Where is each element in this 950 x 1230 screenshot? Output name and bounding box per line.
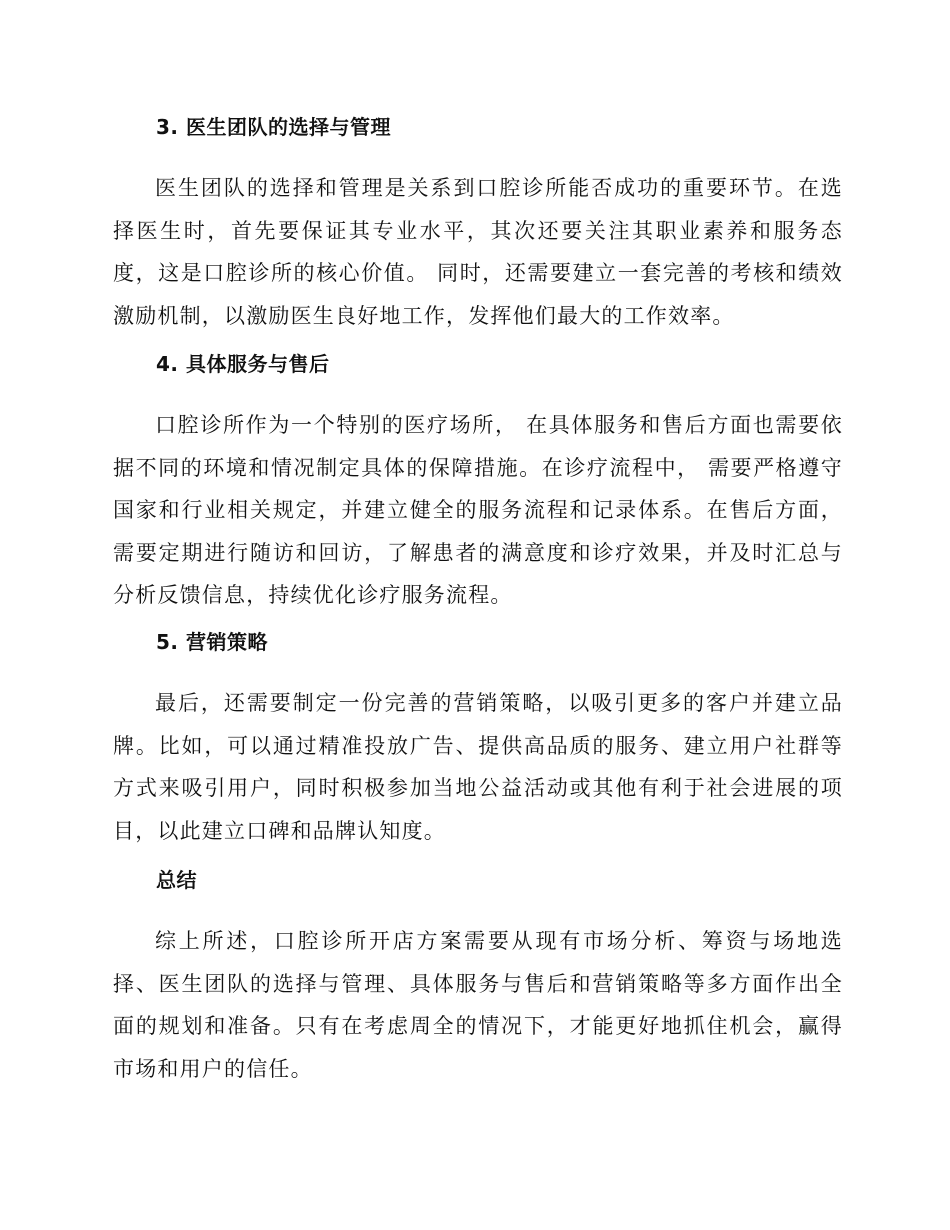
section-doctor-team: [113, 113, 843, 337]
section-paragraph: 医生团队的选择和管理是关系到口腔诊所能否成功的重要环节。在选择医生时，首先要保证其专业水平，其次还要关注其职业素养和服务态度，这是口腔诊所的核心价值。 同时，还需要建立一套完善的考核和绩效激励机制，以激励医生良好地工作，发挥他们最大的工作效率。: [113, 176, 843, 328]
section-heading: 3. 医生团队的选择与管理: [156, 115, 391, 139]
section-marketing: [113, 628, 843, 852]
section-paragraph: 口腔诊所作为一个特别的医疗场所， 在具体服务和售后方面也需要依据不同的环境和情况制定具体的保障措施。在诊疗流程中， 需要严格遵守国家和行业相关规定，并建立健全的服务流程和记录体系。在售后方面，需要定期进行随访和回访，了解患者的满意度和诊疗效果，并及时汇总与分析反馈信息，持续优化诊疗服务流程。: [113, 413, 843, 607]
section-heading: 4. 具体服务与售后: [156, 352, 330, 376]
section-heading: 总结: [156, 868, 197, 892]
section-paragraph: 综上所述，口腔诊所开店方案需要从现有市场分析、筹资与场地选择、医生团队的选择与管理、具体服务与售后和营销策略等多方面作出全面的规划和准备。只有在考虑周全的情况下，才能更好地抓住机会，赢得市场和用户的信任。: [113, 929, 843, 1081]
section-heading: 5. 营销策略: [156, 630, 268, 654]
section-summary: [113, 866, 843, 1090]
section-paragraph: 最后，还需要制定一份完善的营销策略，以吸引更多的客户并建立品牌。比如，可以通过精准投放广告、提供高品质的服务、建立用户社群等方式来吸引用户，同时积极参加当地公益活动或其他有利于社会进展的项目，以此建立口碑和品牌认知度。: [113, 691, 843, 843]
section-service-aftersales: [113, 350, 843, 617]
